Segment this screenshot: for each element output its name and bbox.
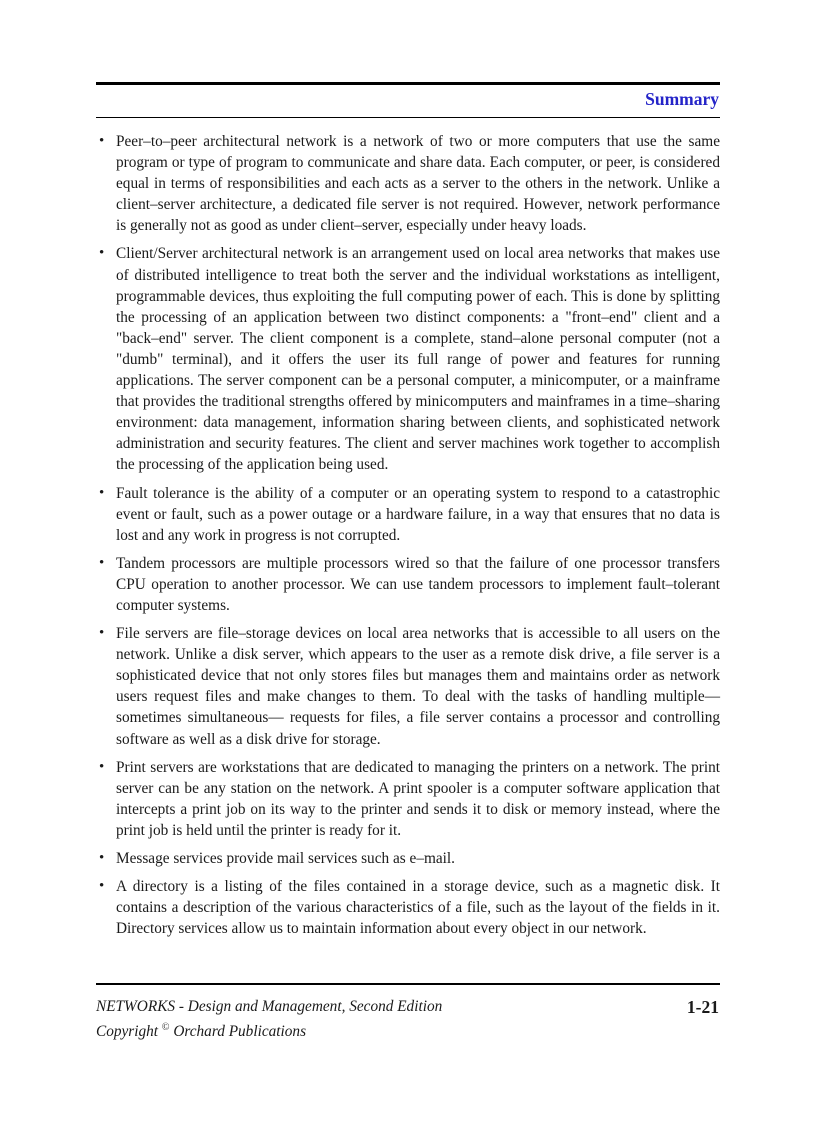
bullet-text: Peer–to–peer architectural network is a network of two or more computers that use the same program or type of program to communicate and share data. Each computer, or peer, is considered equal in terms of responsibilities and each acts as a server to the others in the network. Unlike a client–server architecture, a dedicated file server is not required. However, network performance is generally not as good as under client–server, especially under heavy loads. bbox=[116, 133, 720, 235]
bullet-dot-icon: • bbox=[99, 758, 105, 775]
footer-copyright bbox=[96, 1018, 306, 1042]
page-number: 1-21 bbox=[686, 997, 719, 1017]
copyright-label: Copyright bbox=[96, 1023, 159, 1041]
bullet-text: Fault tolerance is the ability of a computer or an operating system to respond to a catastrophic event or fault, such as a power outage or a hardware failure, in a way that ensures that no data is lost and any work in progress is not corrupted. bbox=[116, 484, 720, 544]
publisher-name: Orchard Publications bbox=[173, 1023, 307, 1041]
bullet-dot-icon: • bbox=[99, 133, 105, 149]
footer-rule bbox=[96, 983, 720, 985]
bullet-text: Message services provide mail services such as e–mail. bbox=[116, 850, 455, 867]
bullet-dot-icon: • bbox=[99, 554, 105, 571]
bullet-text: File servers are file–storage devices on local area networks that is accessible to all users on the network. Unlike a disk server, which appears to the user as a remote disk drive, a file server is a sophisticated device that not only stores files but manages them and maintains order as network users request files and make changes to them. To deal with the tasks of handling multiple— sometimes simultaneous— requests for files, a file server contains a processor and controlling software as well as a disk drive for storage. bbox=[116, 625, 720, 748]
bullet-text: Client/Server architectural network is an arrangement used on local area networks that makes use of distributed intelligence to treat both the server and the individual workstations as intelligent, programmable devices, thus exploiting the full computing power of each. This is done by splitting the processing of an application between two distinct components: a "front–end" client and a "back–end" server. The client component is a complete, stand–alone personal computer (not a "dumb" terminal), and it offers the user its full range of power and features for running applications. The server component can be a personal computer, a minicomputer, or a mainframe that provides the traditional strengths offered by minicomputers and mainframes in a time–sharing environment: data management, information sharing between clients, and sophisticated network administration and security features. The client and server machines work together to accomplish the processing of the application being used. bbox=[116, 245, 720, 474]
header-rule-thick bbox=[96, 82, 720, 85]
footer-book-title: NETWORKS - Design and Management, Second Edition bbox=[96, 998, 443, 1015]
bullet-print-servers bbox=[96, 757, 720, 841]
bullet-dot-icon: • bbox=[99, 625, 105, 642]
bullet-dot-icon: • bbox=[99, 878, 105, 895]
bullet-tandem-processors bbox=[96, 553, 720, 616]
header-rule-thin bbox=[96, 117, 720, 118]
summary-bullet-list bbox=[96, 131, 720, 946]
bullet-directory bbox=[96, 876, 720, 939]
bullet-dot-icon: • bbox=[99, 245, 105, 262]
bullet-text: A directory is a listing of the files contained in a storage device, such as a magnetic disk. It contains a description of the various characteristics of a file, such as the layout of the fields in it. Directory services allow us to maintain information about every object in our network. bbox=[116, 878, 720, 938]
bullet-text: Print servers are workstations that are dedicated to managing the printers on a network. The print server can be any station on the network. A print spooler is a computer software application that intercepts a print job on its way to the printer and sends it to disk or memory instead, where the print job is held until the printer is ready for it. bbox=[116, 758, 720, 839]
bullet-dot-icon: • bbox=[99, 484, 105, 501]
section-title: Summary bbox=[645, 89, 719, 109]
bullet-message-services bbox=[96, 848, 720, 869]
bullet-fault-tolerance bbox=[96, 483, 720, 546]
bullet-text: Tandem processors are multiple processors wired so that the failure of one processor transfers CPU operation to another processor. We can use tandem processors to implement fault–tolerant computer systems. bbox=[116, 554, 720, 614]
bullet-dot-icon: • bbox=[99, 850, 105, 866]
bullet-file-servers bbox=[96, 623, 720, 750]
bullet-peer-to-peer bbox=[96, 131, 720, 236]
bullet-client-server bbox=[96, 243, 720, 475]
copyright-symbol: © bbox=[161, 1022, 170, 1033]
